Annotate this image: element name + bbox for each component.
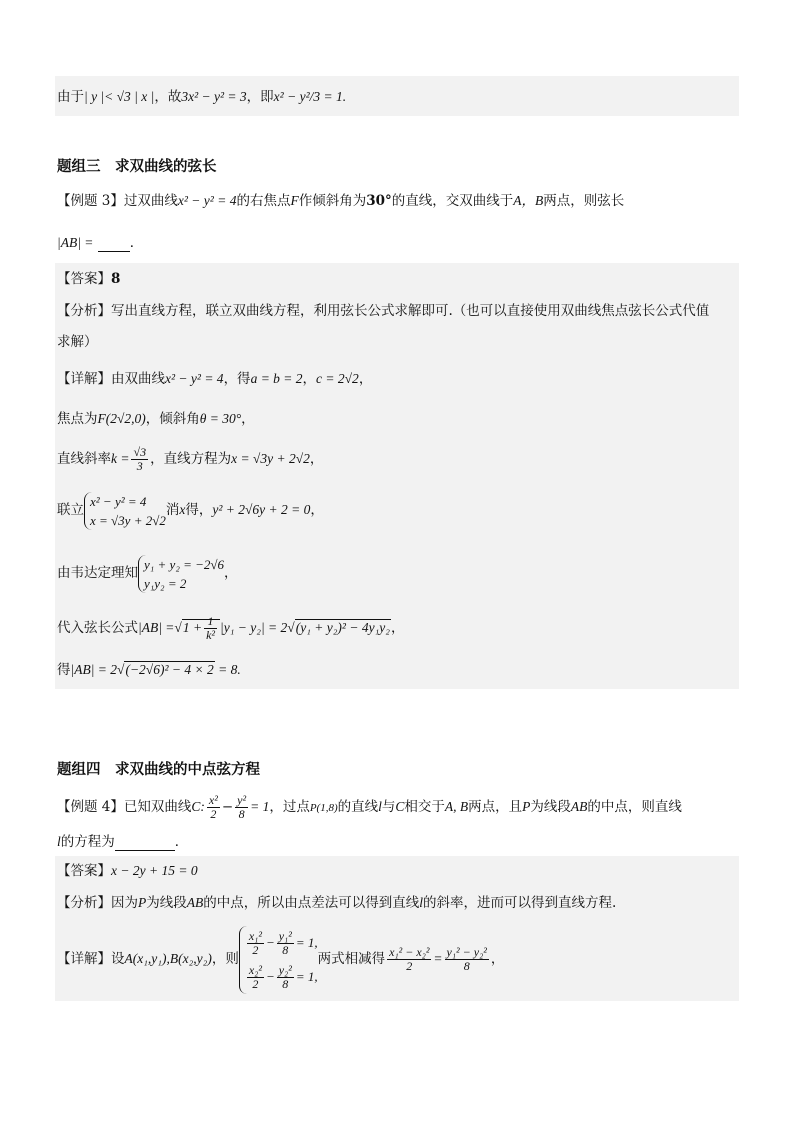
example3-AB-abs: |AB| =	[57, 235, 94, 250]
detail4-points: A(x₁,y₁),B(x₂,y₂)	[124, 951, 212, 966]
detail3-d5-a: 由韦达定理知	[57, 565, 138, 581]
detail3-d6-sqrt-head: 1 +	[182, 620, 203, 635]
detail3-d2-a: 焦点为	[57, 411, 98, 427]
detail3-d2-theta: θ = 30°	[199, 411, 242, 426]
detail3-d6-AB: |AB| =	[138, 620, 175, 635]
ex4-f1-den: 2	[210, 807, 217, 821]
example4-frac1	[207, 794, 220, 821]
detail3-d7-a: 得	[57, 662, 71, 678]
detail3-d3-a: 直线斜率	[57, 451, 111, 467]
diff-f2-den: 8	[463, 959, 470, 973]
example3-curve: x² − y² = 4	[177, 193, 237, 208]
ex4-f1-num: x²	[208, 793, 218, 807]
example4-P: P(1,8)	[309, 802, 338, 814]
intro-eq1: 3x² − y² = 3	[181, 89, 247, 104]
example4-text-b: ，过点	[269, 799, 310, 815]
group4-title: 题组四 求双曲线的中点弦方程	[57, 762, 260, 778]
detail4-c: 两式相减得	[317, 951, 386, 967]
example4-line2-end: ．	[174, 834, 189, 850]
detail3-line6	[57, 610, 737, 646]
example4-minus: −	[221, 799, 234, 815]
diff-frac1	[387, 946, 431, 973]
diff-eq: =	[433, 951, 443, 966]
example4-line2-a: 的方程为	[60, 834, 115, 850]
analysis4-P: P	[138, 895, 147, 910]
detail4-end: ，	[490, 951, 505, 967]
detail4-b: ，则	[211, 951, 239, 967]
example4-text-a: 已知双曲线	[123, 799, 192, 815]
r2-frac1	[247, 964, 264, 991]
detail3-d6-a: 代入弦长公式	[57, 620, 138, 636]
detail3-d1-end: ，	[358, 371, 373, 387]
chord-radical: √1 + $\frac{1}{\text{k²}}$	[174, 619, 220, 635]
r2-n2: y₂²	[278, 963, 292, 978]
example4-label: 【例题 4】	[57, 799, 124, 815]
detail3-line7	[57, 661, 737, 679]
example3-label: 【例题 3】	[57, 193, 124, 209]
example3-AB: A，B	[513, 193, 544, 208]
group3-title: 题组三 求双曲线的弦长	[57, 159, 217, 175]
intro-mid2: ，即	[246, 89, 274, 105]
system-equations-1	[84, 492, 166, 530]
answer3-value: 8	[111, 271, 121, 287]
chord-fraction	[204, 615, 217, 642]
answer4-label: 【答案】	[57, 863, 111, 879]
r1-n2: y₁²	[278, 929, 292, 944]
detail4-a: 设	[111, 951, 125, 967]
analysis4-b: 为线段	[146, 895, 187, 911]
detail3-d3-end: ，	[309, 451, 324, 467]
intro-line	[57, 88, 737, 106]
example4-text-d: 与	[381, 799, 396, 815]
ex4-f2-den: 8	[238, 807, 245, 821]
chord-frac-num: 1	[204, 615, 217, 629]
example4-l: l	[378, 799, 382, 814]
analysis3-line2	[57, 333, 737, 351]
r1-frac1	[247, 930, 264, 957]
detail3-label: 【详解】	[57, 371, 111, 387]
detail3-d1-eq: x² − y² = 4	[165, 371, 224, 386]
sys1-row2: x = √3y + 2√2	[90, 512, 166, 528]
example4-C2: C	[395, 799, 405, 814]
slope-den: 3	[136, 459, 143, 473]
detail3-d2-b: ，倾斜角	[145, 411, 200, 427]
detail4-line	[57, 923, 737, 995]
example3-line2-end: ．	[129, 235, 144, 251]
analysis3-line1	[57, 302, 737, 320]
detail3-d1-ab: a = b = 2	[250, 371, 303, 386]
r2-d2: 8	[282, 977, 289, 992]
answer-blank[interactable]	[98, 233, 130, 252]
sys3-row2: $\frac{\text{x₂²}}{2}$ − $\frac{\text{y₂²}}{8}$ = 1,	[248, 963, 318, 992]
detail4-label: 【详解】	[57, 951, 111, 967]
detail3-d4-x: x	[179, 502, 186, 517]
example3-text-a: 过双曲线	[123, 193, 178, 209]
analysis4-d: 的斜率，进而可以得到直线方程.	[423, 895, 617, 911]
analysis4-a: 因为	[111, 895, 138, 911]
example4-eq1: = 1	[250, 799, 270, 814]
detail3-d4-a: 联立	[57, 502, 84, 518]
answer3-line	[57, 270, 737, 288]
detail3-line5	[57, 553, 737, 593]
example4-text-g: 为线段	[530, 799, 571, 815]
diff-frac2	[445, 946, 489, 973]
analysis3-text1: 写出直线方程，联立双曲线方程，利用弦长公式求解即可.（也可以直接使用双曲线焦点弦长公式代值	[111, 303, 710, 319]
intro-mid1: ，故	[154, 89, 182, 105]
intro-result: x² − y²/3 = 1.	[273, 89, 347, 104]
analysis4-l: l	[419, 895, 424, 910]
ex4-f2-num: y²	[237, 793, 247, 807]
analysis4-label: 【分析】	[57, 895, 111, 911]
slope-num: √3	[133, 445, 147, 459]
analysis4-c: 的中点，所以由点差法可以得到直线	[203, 895, 420, 911]
r2-end: = 1,	[295, 968, 318, 984]
r1-end: = 1,	[295, 934, 318, 950]
detail3-d3-b: ，直线方程为	[150, 451, 232, 467]
example4-line2-l: l	[57, 834, 61, 849]
diff-f1-den: 2	[406, 959, 413, 973]
example3-line2	[57, 233, 737, 252]
detail3-d1-c: c = 2√2	[316, 371, 359, 386]
example4-C: C:	[191, 799, 205, 814]
analysis3-label: 【分析】	[57, 303, 111, 319]
detail3-d7-eq: |AB| = 2	[70, 662, 118, 677]
answer4-line	[57, 862, 737, 880]
example3-line1	[57, 192, 737, 210]
detail3-d7-sqrt: (−2√6)² − 4 × 2	[125, 662, 214, 677]
example4-line1	[57, 790, 737, 825]
example3-text-e: 两点，则弦长	[543, 193, 625, 209]
r1-frac2	[277, 930, 294, 957]
example4-text-e: 相交于	[404, 799, 445, 815]
detail3-d6-end: ，	[390, 620, 405, 636]
chord-radical-2: √(y₁ + y₂)² − 4y₁y₂	[287, 620, 390, 635]
example3-angle: 30°	[366, 193, 392, 209]
system-equations-3	[239, 926, 318, 994]
answer-blank-4[interactable]	[115, 832, 175, 851]
analysis4-AB: AB	[186, 895, 204, 910]
detail3-d4-c: 得，	[185, 502, 213, 518]
example4-AB: A, B	[444, 799, 469, 814]
analysis4-line	[57, 894, 737, 912]
example4-line2	[57, 832, 737, 851]
detail3-line1	[57, 370, 737, 388]
r2-n1: x₂²	[248, 963, 262, 978]
intro-prefix: 由于	[57, 89, 84, 105]
example3-text-c: 作倾斜角为	[298, 193, 367, 209]
detail3-d6-mid: |y₁ − y₂| = 2	[220, 620, 288, 635]
example4-P2: P	[522, 799, 531, 814]
answer3-label: 【答案】	[57, 271, 111, 287]
detail3-d6-sqrt2: (y₁ + y₂)² − 4y₁y₂	[295, 620, 390, 635]
detail3-d3-k: k =	[111, 451, 130, 466]
sys3-row1: $\frac{\text{x₁²}}{2}$ − $\frac{\text{y₁²}}{8}$ = 1,	[248, 929, 318, 958]
diff-f1-num: x₁² − x₂²	[389, 945, 430, 959]
intro-cond: | y |< √3 | x |	[84, 89, 155, 104]
example3-text-d: 的直线，交双曲线于	[391, 193, 514, 209]
detail3-d1-b: ，得	[223, 371, 251, 387]
sys2-row1: y₁ + y₂ = −2√6	[144, 556, 225, 572]
answer4-value: x − 2y + 15 = 0	[111, 863, 198, 878]
example4-frac2	[235, 794, 248, 821]
diff-f2-num: y₁² − y₂²	[446, 945, 487, 959]
detail3-d1-sep: ，	[302, 371, 317, 387]
detail3-d4-eq: y² + 2√6y + 2 = 0	[212, 502, 311, 517]
sys1-row1: x² − y² = 4	[90, 493, 147, 509]
detail3-d2-end: ，	[241, 411, 255, 427]
r2-d1: 2	[252, 977, 259, 992]
system-equations-2	[138, 555, 224, 593]
r1-d2: 8	[282, 943, 289, 958]
r1-n1: x₁²	[248, 929, 262, 944]
chord-frac-den: k²	[206, 628, 216, 643]
slope-fraction	[131, 446, 148, 473]
analysis3-text2: 求解）	[57, 334, 98, 350]
example3-text-b: 的右焦点	[236, 193, 291, 209]
detail3-d1-a: 由双曲线	[111, 371, 165, 387]
example4-text-f: 两点，且	[468, 799, 523, 815]
detail3-d4-b: 消	[165, 502, 180, 518]
detail3-line4	[57, 490, 737, 530]
detail3-d5-end: ，	[224, 565, 238, 581]
detail3-d4-end: ，	[310, 502, 324, 518]
detail3-d2-F: F(2√2,0)	[97, 411, 146, 426]
example4-AB2: AB	[570, 799, 588, 814]
detail3-line3	[57, 442, 737, 476]
example3-F: F	[290, 193, 299, 208]
r1-d1: 2	[252, 943, 259, 958]
detail3-d3-line: x = √3y + 2√2	[231, 451, 310, 466]
final-radical: √(−2√6)² − 4 × 2	[117, 662, 214, 677]
detail3-d7-end: = 8.	[214, 662, 241, 677]
r2-frac2	[277, 964, 294, 991]
example4-text-h: 的中点，则直线	[587, 799, 682, 815]
example4-text-c: 的直线	[337, 799, 379, 815]
detail3-line2	[57, 410, 737, 428]
sys2-row2: y₁y₂ = 2	[144, 575, 187, 591]
